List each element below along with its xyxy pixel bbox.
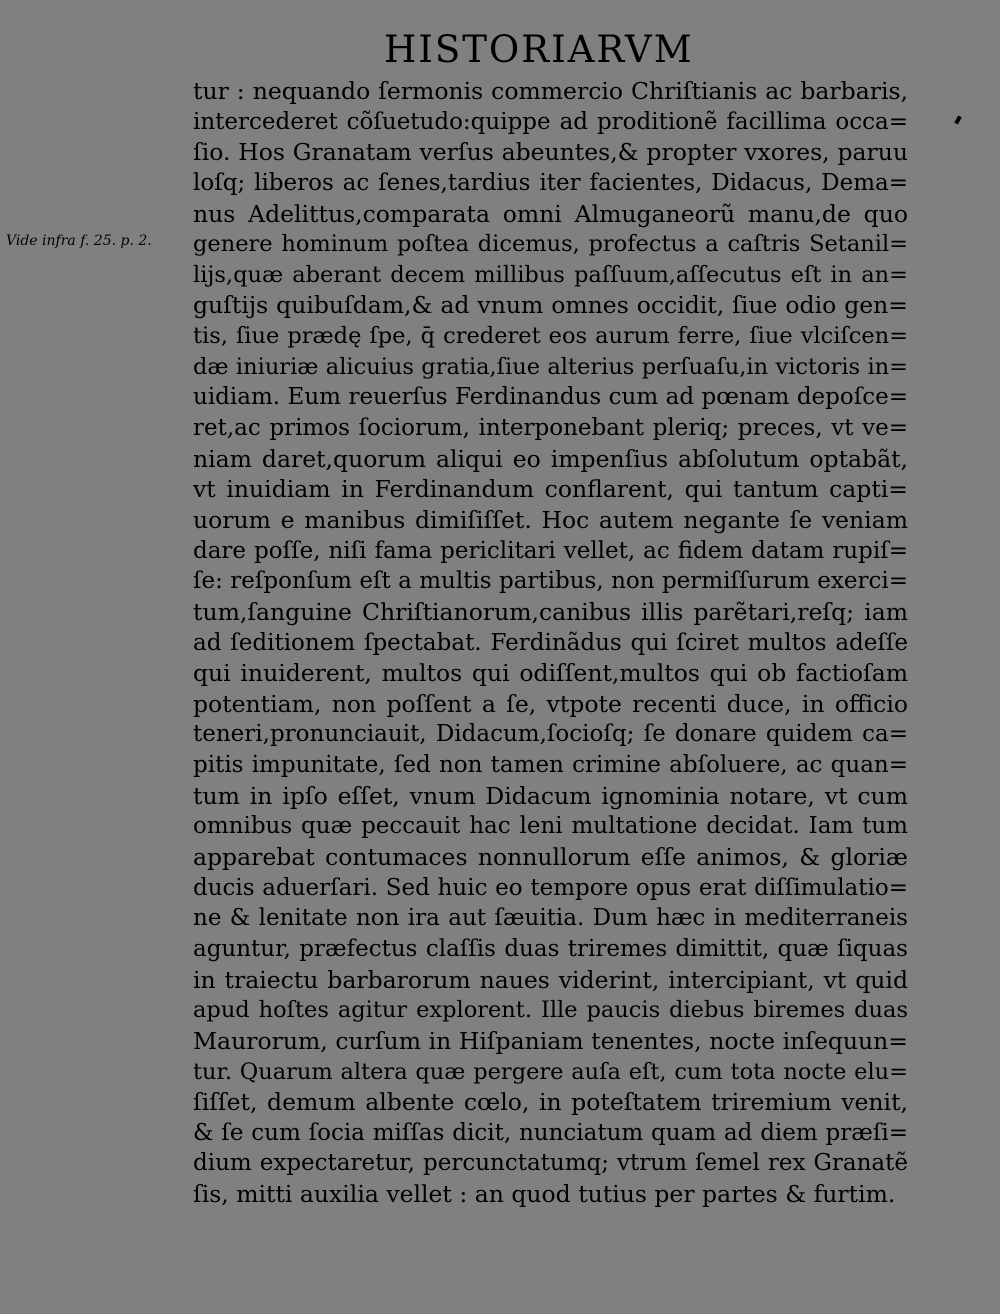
text-line: potentiam, non poſſent a ſe, vtpote recenti duce, in officio	[193, 689, 908, 718]
text-line: tum,ſanguine Chriſtianorum,canibus illis parẽtari,reſq; iam	[193, 597, 908, 626]
text-line: ſiſſet, demum albente cœlo, in poteſtatem triremium venit,	[193, 1088, 908, 1117]
text-line: teneri,pronunciauit, Didacum,ſocioſq; ſe donare quidem ca=	[193, 721, 908, 748]
text-line: niam daret,quorum aliqui eo impenſius abſolutum optabãt,	[193, 444, 908, 473]
text-line: nus Adelittus,comparata omni Almuganeorũ manu,de quo	[193, 199, 908, 228]
text-line: tur : nequando ſermonis commercio Chriſtianis ac barbaris,	[193, 77, 908, 105]
page-header: HISTORIARVM	[384, 28, 694, 71]
text-line: pitis impunitate, ſed non tamen crimine abſoluere, ac quan=	[193, 752, 908, 779]
text-line: genere hominum poſtea dicemus, profectus a caſtris Setanil=	[193, 231, 908, 258]
text-line: ſe: reſponſum eſt a multis partibus, non permiſſurum exerci=	[193, 568, 908, 595]
text-line: tur. Quarum altera quæ pergere auſa eſt, cum tota nocte elu=	[193, 1058, 908, 1085]
text-line: Maurorum, curſum in Hiſpaniam tenentes, nocte inſequun=	[193, 1026, 908, 1055]
text-line: uorum e manibus dimiſiſſet. Hoc autem negante ſe veniam	[193, 505, 908, 534]
body-text	[193, 76, 908, 1210]
margin-note: Vide infra f. 25. p. 2.	[6, 233, 152, 249]
text-line: lijs,quæ aberant decem millibus paſſuum,aſſecutus eſt in an=	[193, 261, 908, 288]
text-line: in traiectu barbarorum naues viderint, intercipiant, vt quid	[193, 965, 908, 994]
text-line: ſio. Hos Granatam verſus abeuntes,& propter vxores, paruu	[193, 138, 908, 167]
text-line: omnibus quæ peccauit hac leni multatione decidat. Iam tum	[193, 813, 908, 840]
text-line: tis, ſiue prædę ſpe, q̄ crederet eos aurum ferre, ſiue vlciſcen=	[193, 323, 908, 350]
text-line: ne & lenitate non ira aut ſæuitia. Dum hæc in mediterraneis	[193, 905, 908, 932]
text-line: qui inuiderent, multos qui odiſſent,multos qui ob factioſam	[193, 659, 908, 688]
text-line: apparebat contumaces nonnullorum eſſe animos, & gloriæ	[193, 843, 908, 872]
text-line: tum in ipſo eſſet, vnum Didacum ignominia notare, vt cum	[193, 781, 908, 810]
text-line: ſis, mitti auxilia vellet : an quod tutius per partes & furtim.	[193, 1180, 896, 1209]
text-line: loſq; liberos ac ſenes,tardius iter facientes, Didacus, Dema=	[193, 169, 908, 196]
text-line: uidiam. Eum reuerſus Ferdinandus cum ad pœnam depoſce=	[193, 384, 908, 411]
text-line: dare poſſe, niſi fama periclitari vellet, ac fidem datam rupiſ=	[193, 537, 908, 564]
text-line: aguntur, præfectus claſſis duas triremes dimittit, quæ ſiquas	[193, 935, 908, 962]
text-line: & ſe cum ſocia miſſas dicit, nunciatum quam ad diem præſi=	[193, 1119, 908, 1146]
text-line: apud hoſtes agitur explorent. Ille paucis diebus biremes duas	[193, 997, 908, 1024]
text-line: vt inuidiam in Ferdinandum conflarent, qui tantum capti=	[193, 475, 908, 504]
text-line: guſtijs quibuſdam,& ad vnum omnes occidit, ſiue odio gen=	[193, 291, 908, 320]
text-line: dæ iniuriæ alicuius gratia,ſiue alterius perſuaſu,in victoris in=	[193, 353, 908, 380]
text-line: intercederet cõſuetudo:quippe ad proditionẽ facillima occa=	[193, 108, 908, 135]
text-line: ad ſeditionem ſpectabat. Ferdinãdus qui ſciret multos adeſſe	[193, 629, 908, 656]
text-line: ducis aduerſari. Sed huic eo tempore opus erat diſſimulatio=	[193, 874, 908, 901]
text-line: ret,ac primos ſociorum, interponebant pleriq; preces, vt ve=	[193, 415, 908, 442]
text-line: dium expectaretur, percunctatumq; vtrum ſemel rex Granatẽ	[193, 1150, 908, 1177]
ink-mark	[954, 116, 961, 125]
